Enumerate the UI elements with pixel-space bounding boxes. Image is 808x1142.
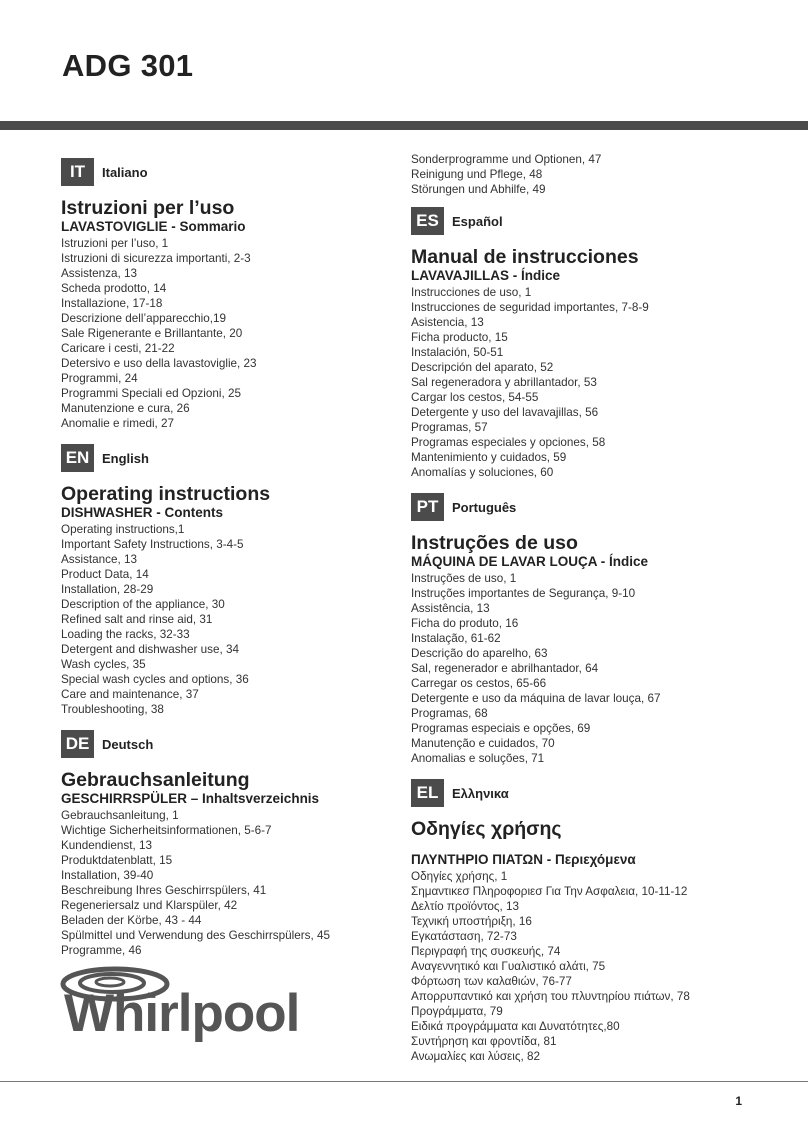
toc-item: Istruzioni di sicurezza importanti, 2-3 bbox=[61, 252, 251, 265]
section-en bbox=[61, 443, 421, 717]
lang-header-pt bbox=[411, 492, 771, 522]
toc-item: Care and maintenance, 37 bbox=[61, 688, 199, 701]
toc-item: Εγκατάσταση, 72-73 bbox=[411, 930, 517, 943]
footer-rule bbox=[0, 1081, 808, 1082]
toc-list bbox=[61, 808, 421, 958]
section-subtitle: ΠΛΥΝΤΗΡΙΟ ΠΙΑΤΩΝ - Περιεχόμενα bbox=[411, 852, 636, 867]
toc-list bbox=[411, 869, 771, 1064]
section-title: Manual de instrucciones bbox=[411, 246, 639, 268]
toc-item: Sale Rigenerante e Brillantante, 20 bbox=[61, 327, 243, 340]
toc-item: Descrição do aparelho, 63 bbox=[411, 647, 548, 660]
toc-item: Refined salt and rinse aid, 31 bbox=[61, 613, 213, 626]
toc-list-de-continued bbox=[411, 152, 771, 197]
toc-item: Product Data, 14 bbox=[61, 568, 149, 581]
lang-name: Italiano bbox=[102, 164, 148, 180]
toc-item: Mantenimiento y cuidados, 59 bbox=[411, 451, 567, 464]
toc-item: Instrucciones de uso, 1 bbox=[411, 286, 532, 299]
toc-item: Instrucciones de seguridad importantes, 7-8-9 bbox=[411, 301, 649, 314]
toc-item: Programas especiais e opções, 69 bbox=[411, 722, 591, 735]
section-subtitle: LAVAVAJILLAS - Índice bbox=[411, 268, 561, 283]
toc-item: Description of the appliance, 30 bbox=[61, 598, 225, 611]
lang-code-badge: PT bbox=[411, 493, 444, 521]
toc-item: Sonderprogramme und Optionen, 47 bbox=[411, 153, 602, 166]
toc-item: Anomalie e rimedi, 27 bbox=[61, 417, 175, 430]
left-column bbox=[61, 157, 421, 958]
toc-item: Ficha do produto, 16 bbox=[411, 617, 519, 630]
toc-item: Programas, 57 bbox=[411, 421, 488, 434]
toc-item: Caricare i cesti, 21-22 bbox=[61, 342, 175, 355]
toc-item: Instruções importantes de Segurança, 9-10 bbox=[411, 587, 636, 600]
toc-item: Σημαντικεσ Πληροφοριεσ Για Την Ασφαλεια, 10-11-12 bbox=[411, 885, 688, 898]
toc-item: Cargar los cestos, 54-55 bbox=[411, 391, 539, 404]
lang-name: Deutsch bbox=[102, 736, 154, 752]
lang-header-en bbox=[61, 443, 421, 473]
toc-item: Installation, 39-40 bbox=[61, 869, 154, 882]
section-it bbox=[61, 157, 421, 431]
lang-name: Ελληνικα bbox=[452, 785, 509, 801]
toc-item: Οδηγίες χρήσης, 1 bbox=[411, 870, 508, 883]
whirlpool-logo bbox=[60, 966, 310, 1046]
toc-item: Assistenza, 13 bbox=[61, 267, 138, 280]
toc-item: Störungen und Abhilfe, 49 bbox=[411, 183, 546, 196]
toc-item: Reinigung und Pflege, 48 bbox=[411, 168, 543, 181]
lang-header-el bbox=[411, 778, 771, 808]
toc-list bbox=[61, 236, 421, 431]
lang-code-badge: EN bbox=[61, 444, 94, 472]
toc-item: Programas especiales y opciones, 58 bbox=[411, 436, 606, 449]
lang-code-badge: EL bbox=[411, 779, 444, 807]
toc-list bbox=[411, 285, 771, 480]
toc-item: Detergent and dishwasher use, 34 bbox=[61, 643, 240, 656]
toc-item: Produktdatenblatt, 15 bbox=[61, 854, 173, 867]
toc-item: Περιγραφή της συσκευής, 74 bbox=[411, 945, 561, 958]
section-title: Instruções de uso bbox=[411, 532, 578, 554]
toc-item: Loading the racks, 32-33 bbox=[61, 628, 190, 641]
toc-item: Assistance, 13 bbox=[61, 553, 138, 566]
section-subtitle: DISHWASHER - Contents bbox=[61, 505, 223, 520]
toc-item: Δελτίο προϊόντος, 13 bbox=[411, 900, 520, 913]
toc-item: Sal regeneradora y abrillantador, 53 bbox=[411, 376, 597, 389]
section-de bbox=[61, 729, 421, 958]
toc-item: Detergente e uso da máquina de lavar louça, 67 bbox=[411, 692, 661, 705]
right-column bbox=[411, 152, 771, 1064]
toc-item: Φόρτωση των καλαθιών, 76-77 bbox=[411, 975, 572, 988]
toc-item: Special wash cycles and options, 36 bbox=[61, 673, 249, 686]
toc-item: Istruzioni per l’uso, 1 bbox=[61, 237, 169, 250]
toc-item: Τεχνική υποστήριξη, 16 bbox=[411, 915, 532, 928]
section-subtitle: GESCHIRRSPÜLER – Inhaltsverzeichnis bbox=[61, 791, 320, 806]
toc-item: Anomalias e soluções, 71 bbox=[411, 752, 545, 765]
toc-item: Regeneriersalz und Klarspüler, 42 bbox=[61, 899, 238, 912]
toc-item: Instruções de uso, 1 bbox=[411, 572, 517, 585]
lang-name: English bbox=[102, 450, 149, 466]
toc-item: Important Safety Instructions, 3-4-5 bbox=[61, 538, 244, 551]
toc-item: Anomalías y soluciones, 60 bbox=[411, 466, 554, 479]
lang-code-badge: ES bbox=[411, 207, 444, 235]
lang-header-it bbox=[61, 157, 421, 187]
page-number: 1 bbox=[735, 1094, 742, 1108]
logo-wordmark: Whirlpool bbox=[64, 984, 300, 1043]
lang-code-badge: IT bbox=[61, 158, 94, 186]
toc-item: Manutenção e cuidados, 70 bbox=[411, 737, 555, 750]
section-subtitle: MÁQUINA DE LAVAR LOUÇA - Índice bbox=[411, 554, 648, 569]
toc-item: Carregar os cestos, 65-66 bbox=[411, 677, 547, 690]
toc-item: Ανωμαλίες και λύσεις, 82 bbox=[411, 1050, 540, 1063]
toc-item: Ficha producto, 15 bbox=[411, 331, 508, 344]
section-el bbox=[411, 778, 771, 1064]
toc-item: Installazione, 17-18 bbox=[61, 297, 163, 310]
toc-item: Descrizione dell’apparecchio,19 bbox=[61, 312, 227, 325]
toc-item: Beschreibung Ihres Geschirrspülers, 41 bbox=[61, 884, 267, 897]
header-rule bbox=[0, 121, 808, 130]
toc-item: Assistência, 13 bbox=[411, 602, 490, 615]
toc-item: Beladen der Körbe, 43 - 44 bbox=[61, 914, 202, 927]
toc-item: Gebrauchsanleitung, 1 bbox=[61, 809, 179, 822]
toc-item: Kundendienst, 13 bbox=[61, 839, 152, 852]
section-title: Οδηγίες χρήσης bbox=[411, 818, 562, 840]
toc-item: Αναγεννητικό και Γυαλιστικό αλάτι, 75 bbox=[411, 960, 606, 973]
section-title: Istruzioni per l’uso bbox=[61, 197, 235, 219]
toc-list bbox=[411, 571, 771, 766]
section-title: Operating instructions bbox=[61, 483, 271, 505]
toc-item: Προγράμματα, 79 bbox=[411, 1005, 503, 1018]
toc-item: Instalación, 50-51 bbox=[411, 346, 504, 359]
toc-item: Απορρυπαντικό και χρήση του πλυντηρίου πιάτων, 78 bbox=[411, 990, 690, 1003]
toc-item: Programmi Speciali ed Opzioni, 25 bbox=[61, 387, 241, 400]
toc-item: Scheda prodotto, 14 bbox=[61, 282, 167, 295]
toc-item: Wash cycles, 35 bbox=[61, 658, 146, 671]
toc-list bbox=[61, 522, 421, 717]
lang-header-es bbox=[411, 206, 771, 236]
toc-item: Detergente y uso del lavavajillas, 56 bbox=[411, 406, 599, 419]
toc-item: Installation, 28-29 bbox=[61, 583, 154, 596]
toc-item: Manutenzione e cura, 26 bbox=[61, 402, 190, 415]
lang-header-de bbox=[61, 729, 421, 759]
lang-code-badge: DE bbox=[61, 730, 94, 758]
section-es bbox=[411, 206, 771, 480]
section-pt bbox=[411, 492, 771, 766]
toc-item: Programas, 68 bbox=[411, 707, 488, 720]
toc-item: Συντήρηση και φροντίδα, 81 bbox=[411, 1035, 557, 1048]
model-title: ADG 301 bbox=[62, 48, 194, 83]
toc-item: Troubleshooting, 38 bbox=[61, 703, 164, 716]
lang-name: Español bbox=[452, 213, 503, 229]
toc-item: Ειδικά προγράμματα και Δυνατότητες,80 bbox=[411, 1020, 620, 1033]
toc-item: Programme, 46 bbox=[61, 944, 142, 957]
toc-item: Descripción del aparato, 52 bbox=[411, 361, 554, 374]
toc-item: Asistencia, 13 bbox=[411, 316, 484, 329]
toc-item: Wichtige Sicherheitsinformationen, 5-6-7 bbox=[61, 824, 272, 837]
toc-item: Detersivo e uso della lavastoviglie, 23 bbox=[61, 357, 257, 370]
toc-item: Programmi, 24 bbox=[61, 372, 138, 385]
lang-name: Português bbox=[452, 499, 517, 515]
toc-item: Spülmittel und Verwendung des Geschirrspülers, 45 bbox=[61, 929, 330, 942]
toc-item: Operating instructions,1 bbox=[61, 523, 185, 536]
toc-item: Instalação, 61-62 bbox=[411, 632, 501, 645]
section-title: Gebrauchsanleitung bbox=[61, 769, 250, 791]
section-subtitle: LAVASTOVIGLIE - Sommario bbox=[61, 219, 246, 234]
toc-item: Sal, regenerador e abrilhantador, 64 bbox=[411, 662, 599, 675]
